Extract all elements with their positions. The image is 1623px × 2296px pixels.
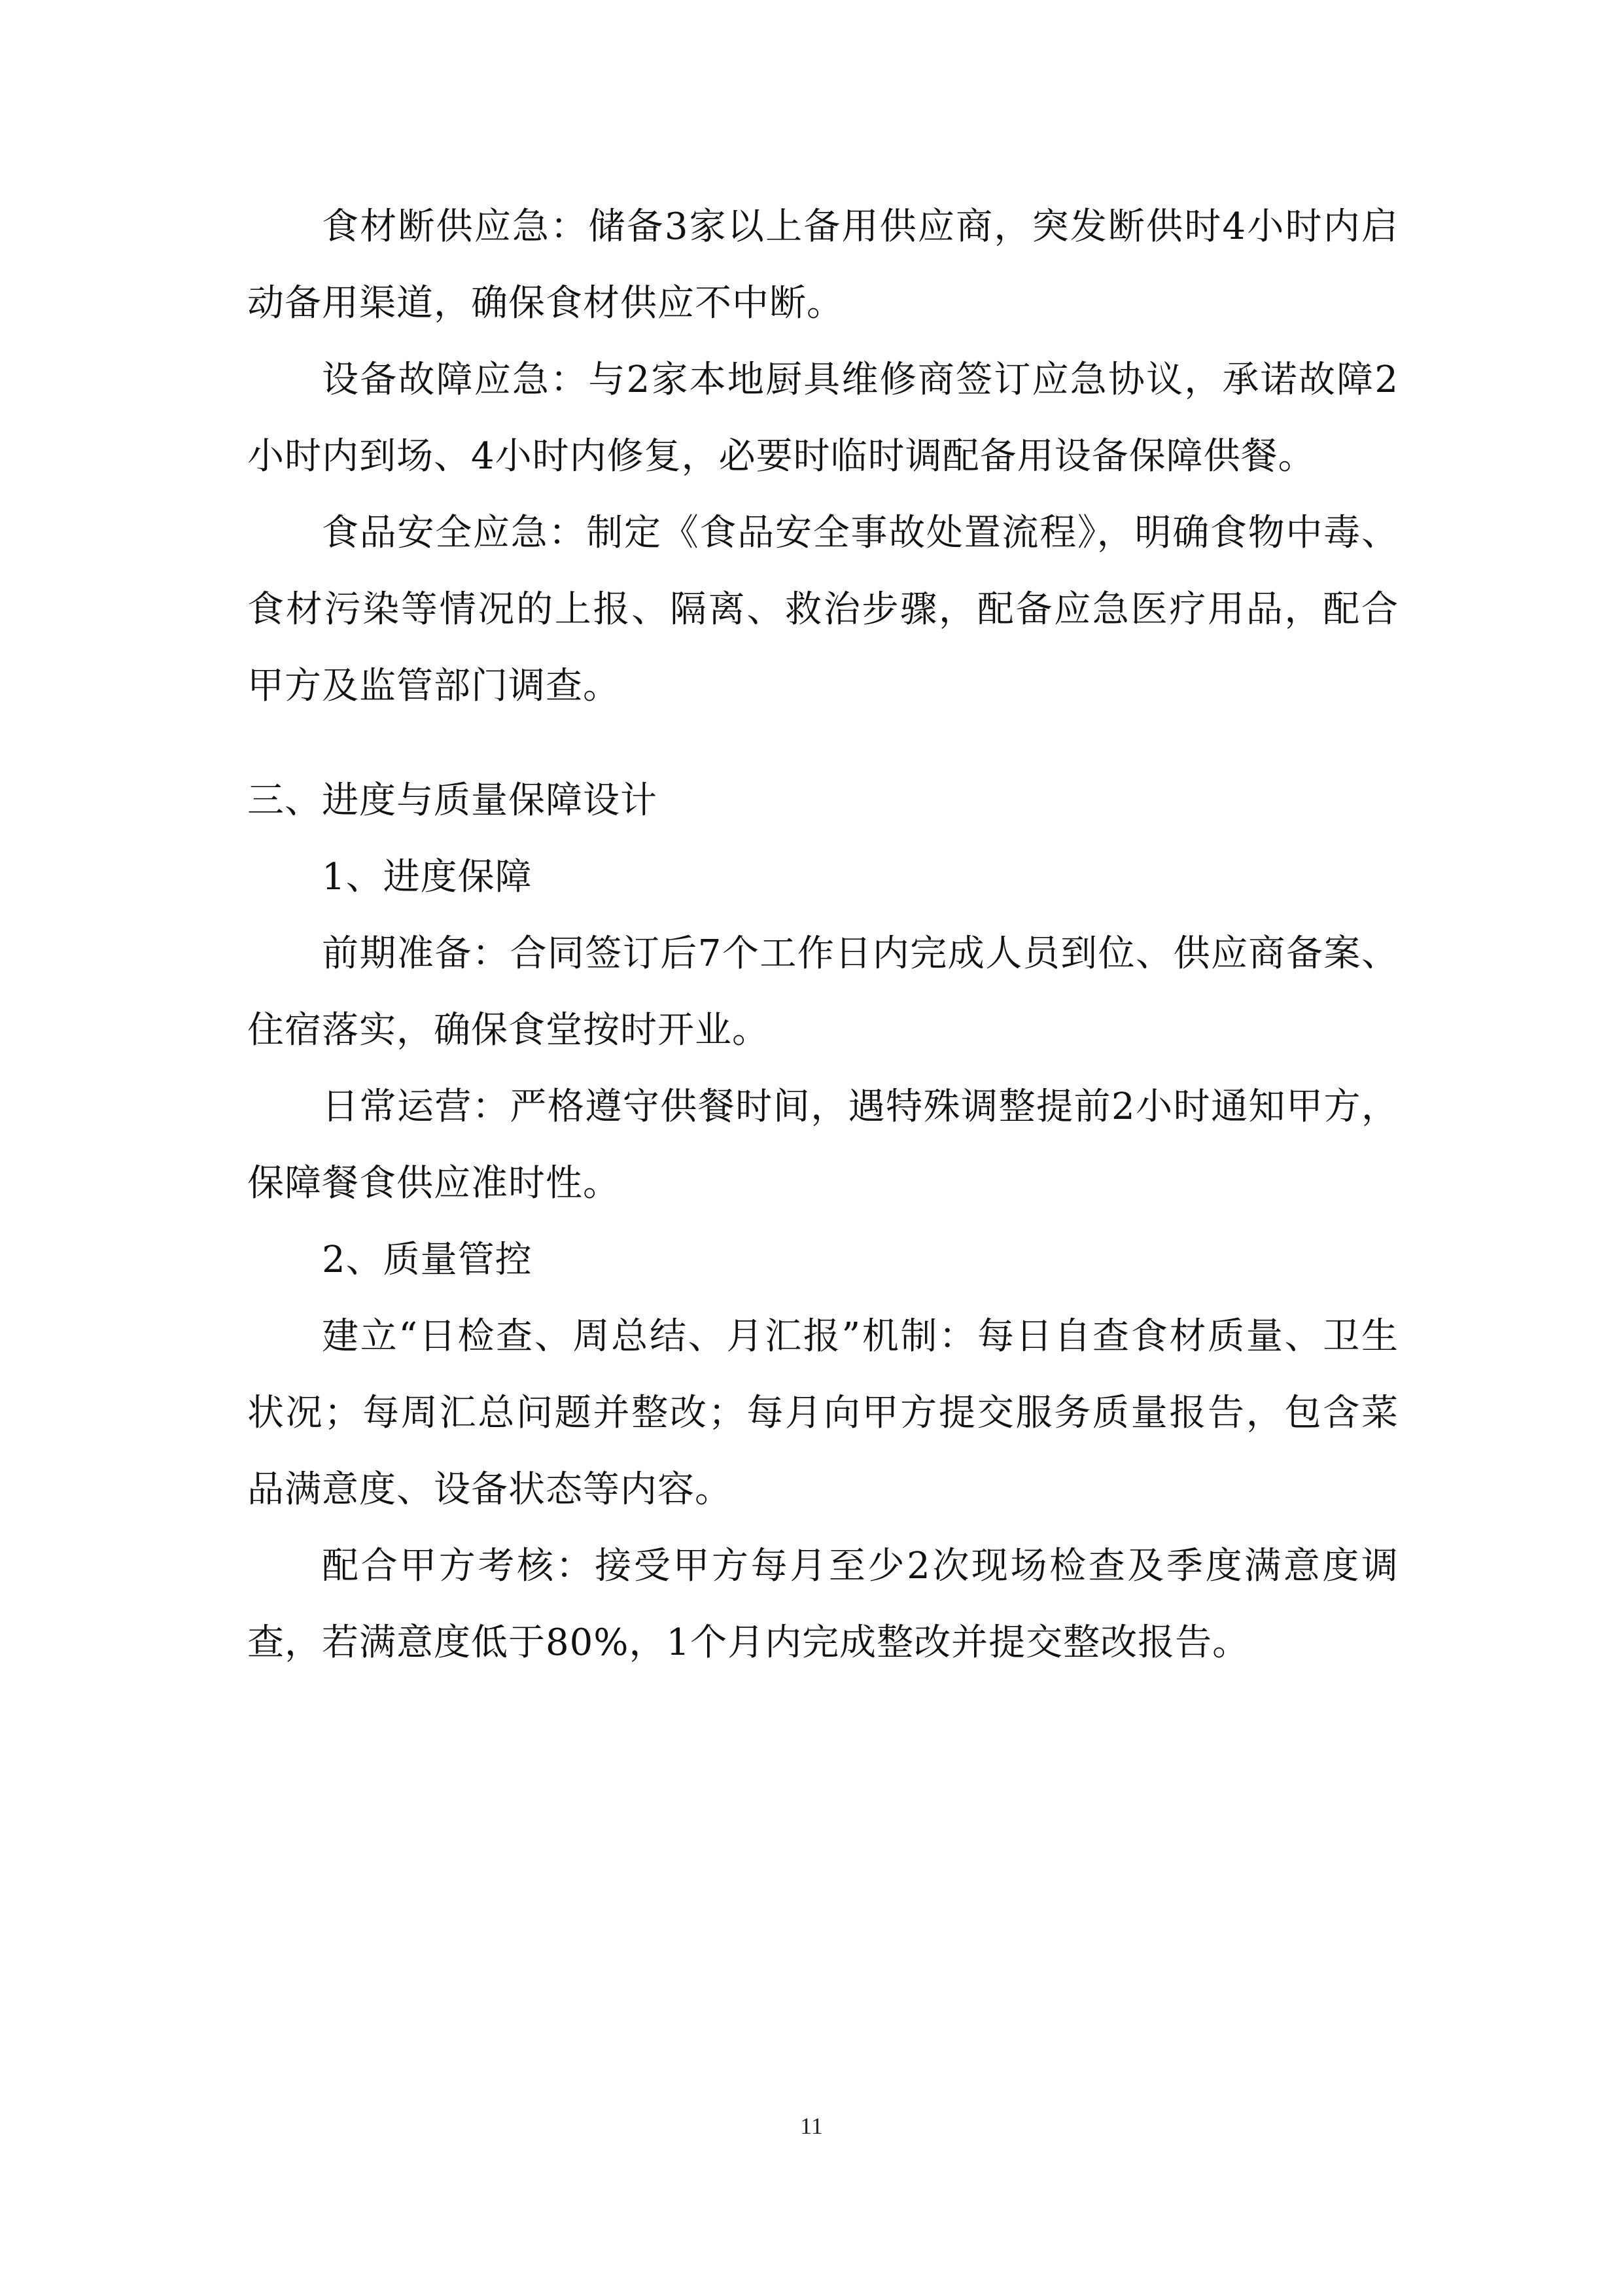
paragraph-preparation: 前期准备：合同签订后7个工作日内完成人员到位、供应商备案、住宿落实，确保食堂按时开业。 [247, 932, 1399, 1051]
subsection-heading-quality: 2、质量管控 [322, 1239, 532, 1281]
page-number: 11 [800, 2113, 823, 2139]
paragraph-daily-operation: 日常运营：严格遵守供餐时间，遇特殊调整提前2小时通知甲方，保障餐食供应准时性。 [247, 1086, 1399, 1205]
paragraph-equipment-failure-emergency: 设备故障应急：与2家本地厨具维修商签订应急协议，承诺故障2小时内到场、4小时内修复，必要时临时调配备用设备保障供餐。 [247, 359, 1399, 478]
paragraph-assessment-cooperation: 配合甲方考核：接受甲方每月至少2次现场检查及季度满意度调查，若满意度低于80%，1个月内完成整改并提交整改报告。 [247, 1545, 1399, 1664]
subsection-heading-progress: 1、进度保障 [322, 856, 532, 898]
section-heading: 三、进度与质量保障设计 [247, 779, 657, 822]
paragraph-inspection-mechanism: 建立“日检查、周总结、月汇报”机制：每日自查食材质量、卫生状况；每周汇总问题并整改；每月向甲方提交服务质量报告，包含菜品满意度、设备状态等内容。 [247, 1315, 1399, 1511]
paragraph-food-safety-emergency: 食品安全应急：制定《食品安全事故处置流程》，明确食物中毒、食材污染等情况的上报、隔离、救治步骤，配备应急医疗用品，配合甲方及监管部门调查。 [247, 512, 1399, 707]
document-body [247, 188, 1399, 1681]
paragraph-food-supply-emergency: 食材断供应急：储备3家以上备用供应商，突发断供时4小时内启动备用渠道，确保食材供应不中断。 [247, 205, 1399, 325]
